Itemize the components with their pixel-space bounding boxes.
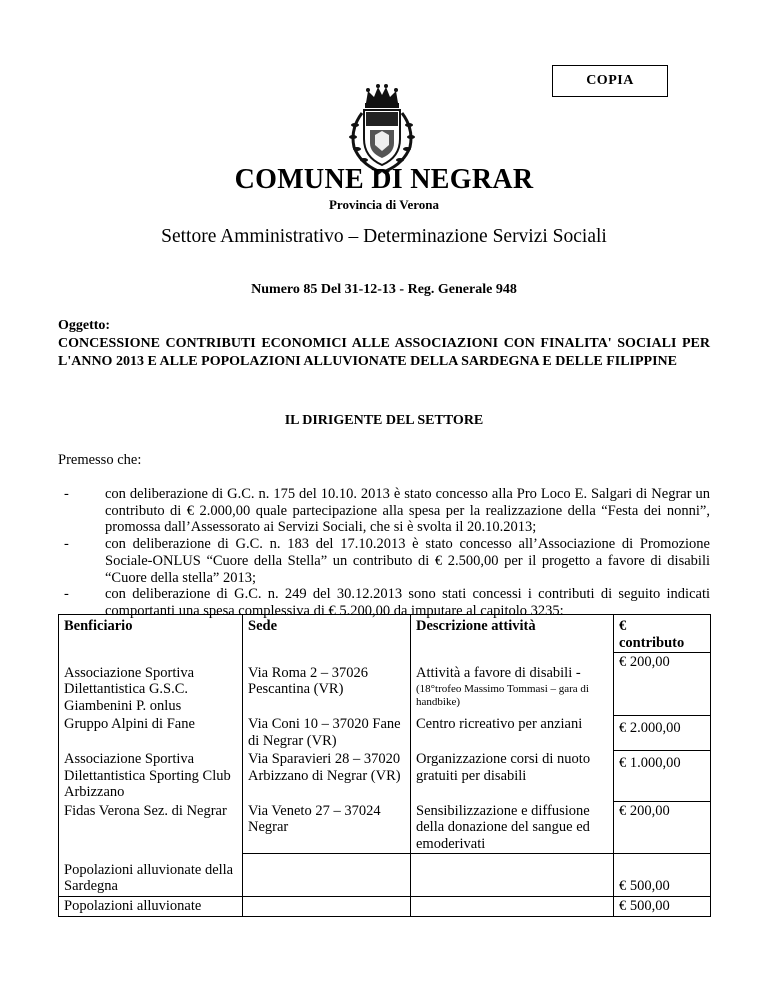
table-row — [59, 854, 711, 897]
cell-contributo: € 500,00 — [614, 854, 711, 897]
list-item-text: con deliberazione di G.C. n. 183 del 17.10.2013 è stato concesso all’Associazione di Promozione Sociale-ONLUS “Cuore della Stella” un contributo di € 2.500,00 per il progetto a favore di disabili “Cuore della stella” 2013; — [105, 536, 710, 586]
cell-contributo: € 1.000,00 — [614, 750, 711, 802]
cell-contributo: € 200,00 — [614, 802, 711, 854]
cell-descrizione — [411, 854, 614, 897]
municipal-crest-icon — [344, 83, 420, 177]
determina-number: Numero 85 Del 31-12-13 - Reg. Generale 948 — [251, 282, 517, 297]
list-dash: - — [64, 536, 69, 553]
cell-descrizione: Centro ricreativo per anziani — [411, 715, 614, 750]
cell-beneficiario: Popolazioni alluvionate della Sardegna — [59, 854, 243, 897]
contributi-table — [58, 614, 711, 917]
cell-sede: Via Veneto 27 – 37024 Negrar — [243, 802, 411, 854]
cell-beneficiario: Associazione Sportiva Dilettantistica G.S.C. Giambenini P. onlus — [59, 653, 243, 716]
cell-descrizione — [411, 653, 614, 716]
descrizione-text: Attività a favore di disabili - — [416, 664, 581, 681]
header-contributo-symbol: € — [619, 618, 627, 634]
settore-heading: Settore Amministrativo – Determinazione Servizi Sociali — [161, 226, 607, 247]
list-item — [58, 536, 710, 586]
cell-contributo: € 500,00 — [614, 896, 711, 916]
header-descrizione: Descrizione attività — [411, 615, 614, 653]
oggetto-text: CONCESSIONE CONTRIBUTI ECONOMICI ALLE ASSOCIAZIONI CON FINALITA' SOCIALI PER L'ANNO 2013 E ALLE POPOLAZIONI ALLUVIONATE DELLA SARDEGNA E DELLE FILIPPINE — [58, 336, 710, 369]
provincia-subtitle: Provincia di Verona — [328, 197, 440, 212]
table-row — [59, 715, 711, 750]
copia-label: COPIA — [586, 73, 634, 88]
list-item-text: con deliberazione di G.C. n. 175 del 10.10. 2013 è stato concesso alla Pro Loco E. Salgari di Negrar un contributo di € 2.000,00 quale partecipazione alla spesa per la realizzazione della “Festa dei nonni”, promossa dall’Assessorato ai Servizi Sociali, che si è svolta il 20.10.2013; — [105, 486, 710, 536]
cell-descrizione: Sensibilizzazione e diffusione della donazione del sangue ed emoderivati — [411, 802, 614, 854]
table-row — [59, 802, 711, 854]
cell-contributo: € 200,00 — [614, 653, 711, 716]
header-contributo — [614, 615, 711, 653]
dirigente-heading: IL DIRIGENTE DEL SETTORE — [284, 413, 484, 428]
cell-beneficiario: Fidas Verona Sez. di Negrar — [59, 802, 243, 854]
premesso-label: Premesso che: — [58, 452, 142, 468]
cell-sede — [243, 854, 411, 897]
comune-title: COMUNE DI NEGRAR — [234, 164, 534, 195]
oggetto-label: Oggetto: — [58, 318, 111, 333]
copia-stamp — [552, 65, 668, 97]
table-row — [59, 896, 711, 916]
header-sede: Sede — [243, 615, 411, 653]
cell-sede: Via Sparavieri 28 – 37020 Arbizzano di Negrar (VR) — [243, 750, 411, 802]
premesso-list — [58, 486, 710, 620]
cell-sede — [243, 896, 411, 916]
table-row — [59, 750, 711, 802]
cell-beneficiario: Associazione Sportiva Dilettantistica Sporting Club Arbizzano — [59, 750, 243, 802]
list-dash: - — [64, 586, 69, 603]
cell-contributo: € 2.000,00 — [614, 715, 711, 750]
header-contributo-label: contributo — [619, 634, 685, 651]
cell-beneficiario: Gruppo Alpini di Fane — [59, 715, 243, 750]
table-row — [59, 653, 711, 716]
descrizione-nota: (18°trofeo Massimo Tommasi – gara di handbike) — [416, 683, 589, 708]
cell-descrizione — [411, 896, 614, 916]
list-item — [58, 486, 710, 536]
cell-sede: Via Roma 2 – 37026 Pescantina (VR) — [243, 653, 411, 716]
cell-descrizione: Organizzazione corsi di nuoto gratuiti per disabili — [411, 750, 614, 802]
list-dash: - — [64, 486, 69, 502]
cell-beneficiario: Popolazioni alluvionate — [59, 896, 243, 916]
header-beneficiario: Benficiario — [59, 615, 243, 653]
cell-sede: Via Coni 10 – 37020 Fane di Negrar (VR) — [243, 715, 411, 750]
table-header-row — [59, 615, 711, 653]
list-item-text: con deliberazione di G.C. n. 249 del 30.12.2013 sono stati concessi i contributi di seguito indicati comportanti una spesa complessiva di € 5.200,00 da imputare al capitolo 3235: — [105, 586, 710, 619]
